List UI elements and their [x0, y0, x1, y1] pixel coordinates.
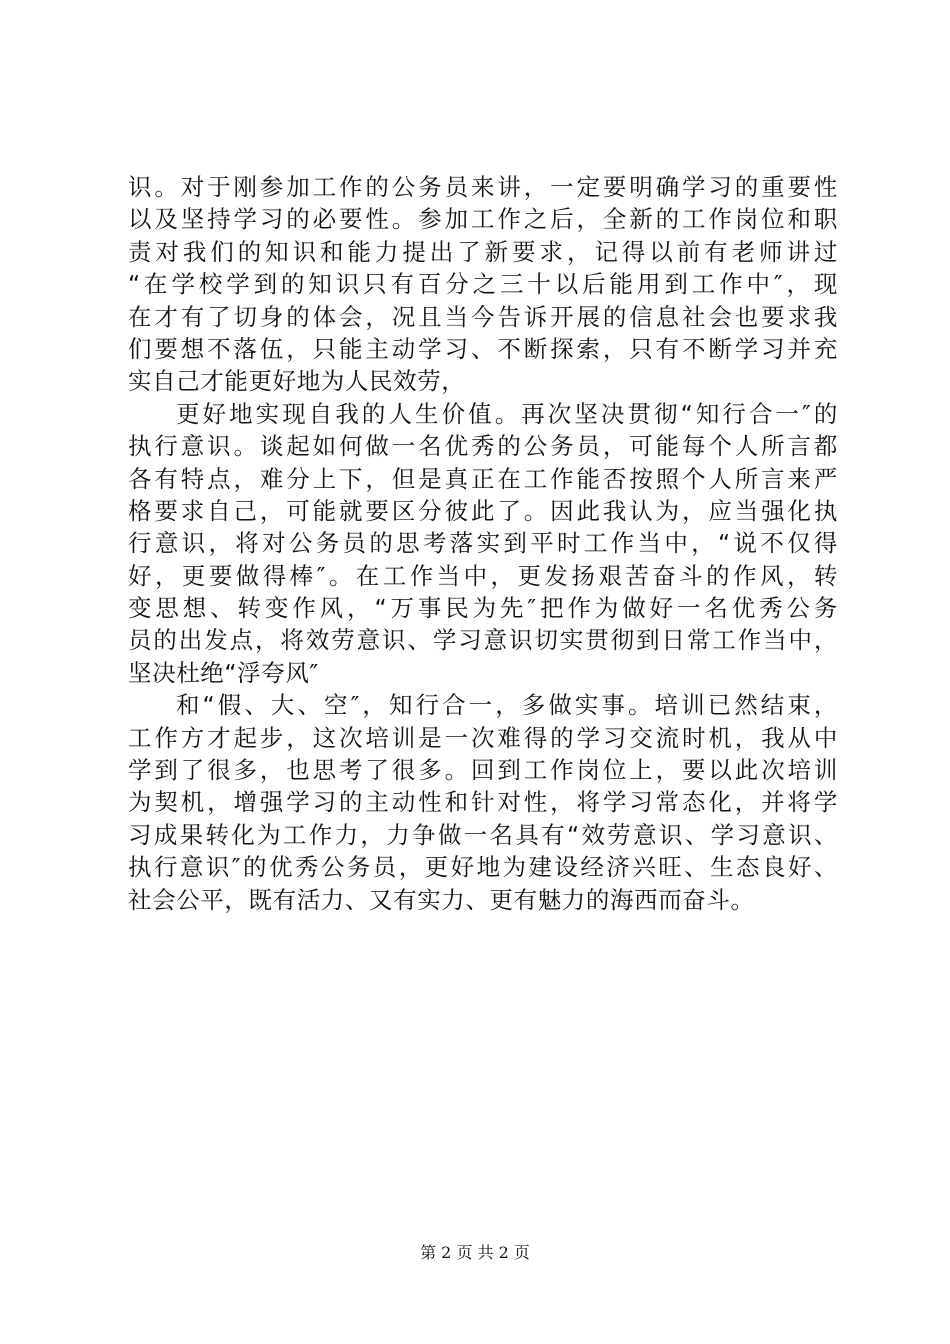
text-line: 格要求自己，可能就要区分彼此了。因此我认为，应当强化执 — [128, 496, 838, 525]
text-line: 为契机，增强学习的主动性和针对性，将学习常态化，并将学 — [128, 788, 838, 817]
text-line: 社会公平，既有活力、又有实力、更有魅力的海西而奋斗。 — [128, 885, 755, 914]
text-line: 们要想不落伍，只能主动学习、不断探索，只有不断学习并充 — [128, 334, 838, 363]
text-line: 习成果转化为工作力，力争做一名具有“效劳意识、学习意识、 — [128, 820, 838, 849]
text-line: 学到了很多，也思考了很多。回到工作岗位上，要以此次培训 — [128, 756, 838, 785]
text-line: 实自己才能更好地为人民效劳， — [128, 367, 466, 396]
text-line: 执行意识″的优秀公务员，更好地为建设经济兴旺、生态良好、 — [128, 853, 838, 882]
text-line: 坚决杜绝“浮夸风″ — [128, 658, 319, 687]
text-line: 责对我们的知识和能力提出了新要求，记得以前有老师讲过 — [128, 237, 838, 266]
document-body — [128, 171, 838, 916]
text-line: 变思想、转变作风，“万事民为先″把作为做好一名优秀公务 — [128, 594, 838, 623]
text-line: 行意识，将对公务员的思考落实到平时工作当中，“说不仅得 — [128, 529, 838, 558]
text-line: 员的出发点，将效劳意识、学习意识切实贯彻到日常工作当中， — [128, 626, 838, 655]
text-line: 以及坚持学习的必要性。参加工作之后，全新的工作岗位和职 — [128, 205, 838, 234]
text-line: 更好地实现自我的人生价值。再次坚决贯彻“知行合一″的 — [176, 399, 838, 428]
text-line: 和“假、大、空″，知行合一，多做实事。培训已然结束， — [176, 691, 838, 720]
text-line: 识。对于刚参加工作的公务员来讲，一定要明确学习的重要性 — [128, 173, 838, 201]
text-line: 在才有了切身的体会，况且当今告诉开展的信息社会也要求我 — [128, 302, 838, 331]
text-line: 好，更要做得棒″。在工作当中，更发扬艰苦奋斗的作风，转 — [128, 561, 838, 590]
text-line: “在学校学到的知识只有百分之三十以后能用到工作中″，现 — [128, 270, 838, 299]
page-footer: 第 2 页 共 2 页 — [420, 1243, 530, 1262]
text-line: 各有特点，难分上下，但是真正在工作能否按照个人所言来严 — [128, 464, 838, 493]
text-line: 工作方才起步，这次培训是一次难得的学习交流时机，我从中 — [128, 723, 838, 752]
text-line: 执行意识。谈起如何做一名优秀的公务员，可能每个人所言都 — [128, 432, 838, 461]
